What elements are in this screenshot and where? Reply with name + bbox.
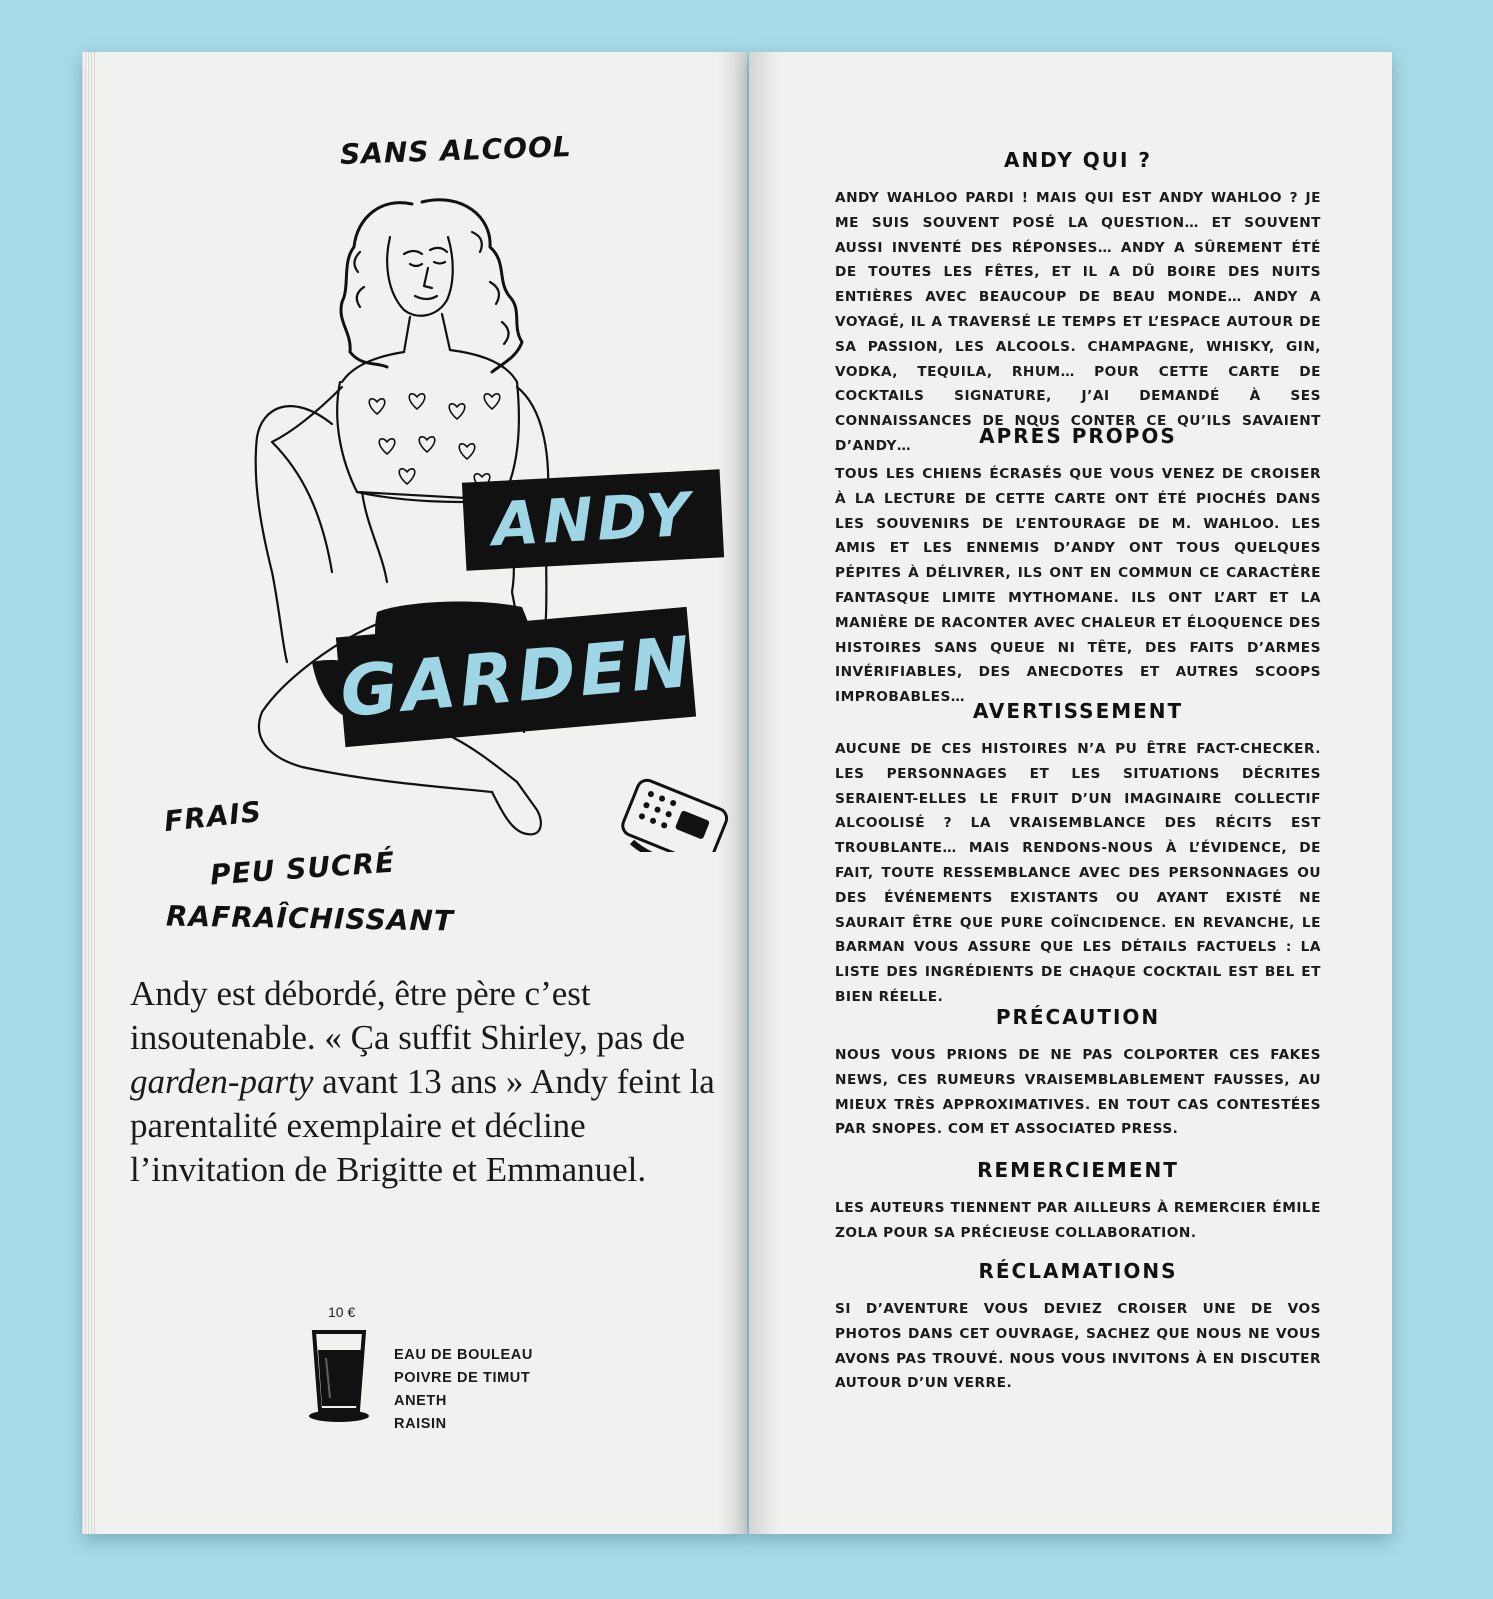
section-body: NOUS VOUS PRIONS DE NE PAS COLPORTER CES FAKES NEWS, CES RUMEURS VRAISEMBLABLEMENT FAUSSES, AU MIEUX TRÈS APPROXIMATIVES. EN TOUT CAS CONTESTÉES PAR SNOPES. COM ET ASSOCIATED PRESS. (835, 1047, 1321, 1138)
section-title: ANDY QUI ? (1003, 148, 1153, 172)
cocktail-story (130, 972, 720, 1192)
story-text-italic: garden-party (130, 1062, 314, 1101)
cocktail-name-line2: GARDEN (337, 620, 697, 734)
section-body: ANDY WAHLOO PARDI ! MAIS QUI EST ANDY WAHLOO ? JE ME SUIS SOUVENT POSÉ LA QUESTION… ET SOUVENT AUSSI INVENTÉ DES RÉPONSES… ANDY A SÛREMENT ÉTÉ DE TOUTES LES FÊTES, ET IL A DÛ BOIRE DES NUITS ENTIÈRES AVEC BEAUCOUP DE BEAU MONDE… ANDY A VOYAGÉ, IL A TRAVERSÉ LE TEMPS ET L’ESPACE AUTOUR DE SA PASSION, LES ALCOOLS. CHAMPAGNE, WHISKY, GIN, VODKA, TEQUILA, RHUM… POUR CETTE CARTE DE COCKTAILS SIGNATURE, J’AI DEMANDÉ À SES CONNAISSANCES DE NOUS CONTER CE QU’ILS SAVAIENT D’ANDY… (835, 190, 1321, 454)
tag-low-sugar: PEU SUCRÉ (209, 845, 397, 892)
section-apres-propos (835, 424, 1321, 710)
section-title: PRÉCAUTION (995, 1005, 1161, 1029)
price: 10 € (328, 1304, 356, 1320)
section-title: RÉCLAMATIONS (978, 1259, 1178, 1283)
spine-shadow (749, 52, 779, 1534)
section-remerciement (835, 1158, 1321, 1246)
story-text-part1: Andy est débordé, être père c’est insoutenable. « Ça suffit Shirley, pas de (130, 974, 686, 1057)
open-menu-booklet (82, 52, 1392, 1534)
tag-refreshing: RAFRAÎCHISSANT (165, 899, 455, 938)
section-precaution (835, 1005, 1321, 1142)
ingredient-item: EAU DE BOULEAU (394, 1347, 533, 1363)
ingredient-item: POIVRE DE TIMUT (394, 1370, 531, 1386)
ingredients-list (394, 1344, 533, 1436)
category-title: SANS ALCOOL (339, 129, 573, 172)
section-body: TOUS LES CHIENS ÉCRASÉS QUE VOUS VENEZ DE CROISER À LA LECTURE DE CETTE CARTE ONT ÉTÉ PIOCHÉS DANS LES SOUVENIRS DE L’ENTOURAGE DE M. WAHLOO. LES AMIS ET LES ENNEMIS D’ANDY ONT TOUS QUELQUES PÉPITES À DÉLIVRER, ILS ONT EN COMMUN CE CARACTÈRE FANTASQUE LIMITE MYTHOMANE. ILS ONT L’ART ET LA MANIÈRE DE RACONTER AVEC CHALEUR ET ÉLOQUENCE DES HISTOIRES SANS QUEUE NI TÊTE, DES FAITS D’ARMES INVÉRIFIABLES, DES ANECDOTES ET AUTRES SCOOPS IMPROBABLES… (835, 466, 1321, 706)
story-text-part2: avant 13 ans » Andy feint la parentalité exemplaire et décline l’invitation de Brigitte et Emmanuel. (130, 1062, 715, 1189)
right-page (749, 52, 1392, 1534)
left-page (82, 52, 747, 1534)
section-title: APRÈS PROPOS (979, 424, 1177, 448)
section-avertissement (835, 699, 1321, 1010)
title-block-andy (462, 469, 724, 570)
ingredient-item: RAISIN (394, 1416, 447, 1432)
phone-icon (620, 777, 730, 852)
section-title: REMERCIEMENT (977, 1158, 1179, 1182)
cocktail-name-line1: ANDY (490, 479, 696, 561)
tag-fresh: FRAIS (162, 794, 264, 839)
section-reclamations (835, 1259, 1321, 1396)
section-andy-qui (835, 148, 1321, 459)
glass-icon (304, 1326, 374, 1424)
section-body: LES AUTEURS TIENNENT PAR AILLEURS À REMERCIER ÉMILE ZOLA POUR SA PRÉCIEUSE COLLABORATION. (835, 1200, 1321, 1241)
section-title: AVERTISSEMENT (972, 699, 1184, 723)
section-body: AUCUNE DE CES HISTOIRES N’A PU ÊTRE FACT-CHECKER. LES PERSONNAGES ET LES SITUATIONS DÉCRITES SERAIENT-ELLES LE FRUIT D’UN IMAGINAIRE COLLECTIF ALCOOLISÉ ? LA VRAISEMBLANCE DES RÉCITS EST TROUBLANTE… MAIS RENDONS-NOUS À L’ÉVIDENCE, DE FAIT, TOUTE RESSEMBLANCE AVEC DES PERSONNAGES OU DES ÉVÉNEMENTS EXISTANTS OU AYANT EXISTÉ NE SAURAIT ÊTRE QUE PURE COÏNCIDENCE. EN REVANCHE, LE BARMAN VOUS ASSURE QUE LES DÉTAILS FACTUELS : LA LISTE DES INGRÉDIENTS DE CHAQUE COCKTAIL EST BEL ET BIEN RÉELLE. (835, 741, 1321, 1005)
page-edges (82, 52, 96, 1534)
section-body: SI D’AVENTURE VOUS DEVIEZ CROISER UNE DE VOS PHOTOS DANS CET OUVRAGE, SACHEZ QUE NOUS NE VOUS AVONS PAS TROUVÉ. NOUS VOUS INVITONS À EN DISCUTER AUTOUR D’UN VERRE. (835, 1301, 1321, 1392)
ingredient-item: ANETH (394, 1393, 447, 1409)
